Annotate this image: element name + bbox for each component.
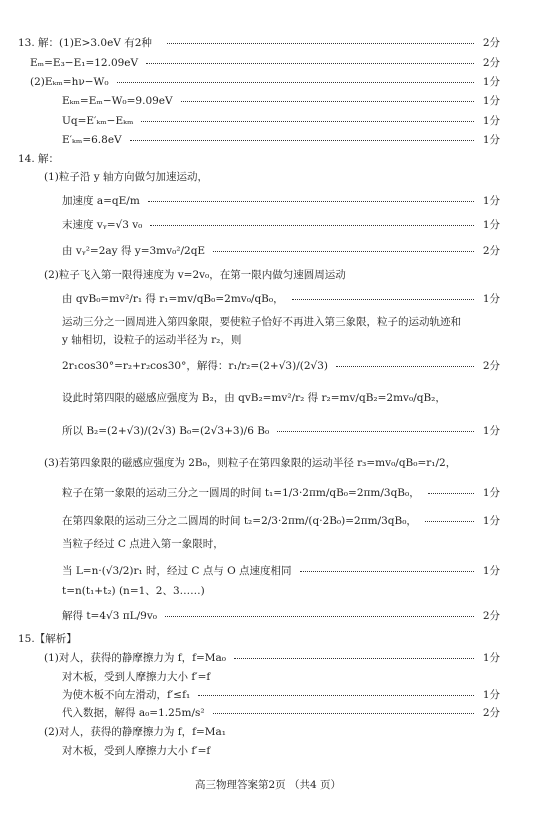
answer-line — [0, 290, 536, 308]
leader-dots — [292, 299, 474, 300]
leader-dots — [213, 251, 474, 252]
score-label: 1分 — [482, 515, 500, 527]
answer-line — [0, 607, 536, 625]
answer-text: Eₖₘ=Eₘ−W₀=9.09eV — [62, 95, 173, 107]
answer-line — [0, 192, 536, 210]
answer-text: Uq=E′ₖₘ−Eₖₘ — [62, 115, 134, 127]
answer-text: 在第四象限的运动三分之二圆周的时间 t₂=2/3·2πm/(q·2B₀)=2πm/3qB₀， — [62, 515, 417, 527]
leader-dots — [150, 225, 474, 226]
score-label: 2分 — [482, 37, 500, 49]
answer-text: 15.【解析】 — [18, 633, 77, 645]
answer-text: t=n(t₁+t₂) (n=1、2、3……) — [62, 585, 205, 597]
answer-line — [0, 582, 536, 600]
leader-dots — [300, 571, 474, 572]
score-label: 1分 — [482, 565, 500, 577]
leader-dots — [167, 43, 474, 44]
answer-text: 代入数据，解得 a₀=1.25m/s² — [62, 707, 205, 719]
score-label: 1分 — [482, 652, 500, 664]
answer-text: (3)若第四象限的磁感应强度为 2B₀，则粒子在第四象限的运动半径 r₃=mv₀/qB₀=r₁/2， — [44, 457, 457, 469]
answer-line — [0, 512, 536, 530]
answer-line — [0, 704, 536, 722]
answer-text: (2)粒子飞入第一限得速度为 v=2v₀，在第一限内做匀速圆周运动 — [44, 269, 346, 281]
answer-text: 设此时第四限的磁感应强度为 B₂，由 qvB₂=mv²/r₂ 得 r₂=mv/qB₂=2mv₀/qB₂， — [62, 392, 446, 404]
answer-text: 2r₁cos30°=r₂+r₂cos30°，解得：r₁/r₂=(2+√3)/(2√3) — [62, 360, 328, 372]
answer-line — [0, 686, 536, 704]
answer-text: y 轴相切，设粒子的运动半径为 r₂，则 — [62, 334, 242, 346]
leader-dots — [234, 658, 474, 659]
answer-line — [0, 422, 536, 440]
leader-dots — [141, 121, 474, 122]
score-label: 2分 — [482, 707, 500, 719]
leader-dots — [165, 616, 474, 617]
answer-line — [0, 266, 536, 284]
leader-dots — [117, 82, 474, 83]
answer-text: 由 qvB₀=mv²/r₁ 得 r₁=mv/qB₀=2mv₀/qB₀， — [62, 293, 284, 305]
score-label: 1分 — [482, 219, 500, 231]
score-label: 2分 — [482, 57, 500, 69]
answer-line — [0, 723, 536, 741]
answer-line — [0, 454, 536, 472]
leader-dots — [428, 493, 474, 494]
leader-dots — [336, 366, 474, 367]
answer-line — [0, 168, 536, 186]
leader-dots — [277, 431, 474, 432]
answer-line — [0, 742, 536, 760]
answer-text: Eₘ=E₃−E₁=12.09eV — [30, 57, 139, 69]
answer-text: 粒子在第一象限的运动三分之一圆周的时间 t₁=1/3·2πm/qB₀=2πm/3qB₀， — [62, 487, 420, 499]
answer-line — [0, 150, 536, 168]
score-label: 1分 — [482, 689, 500, 701]
answer-text: 为使木板不向左滑动，f′≤f₁ — [62, 689, 191, 701]
answer-text: (1)粒子沿 y 轴方向做匀加速运动， — [44, 171, 208, 183]
answer-text: 由 vᵧ²=2ay 得 y=3mv₀²/2qE — [62, 245, 206, 257]
answer-text: (1)对人，获得的静摩擦力为 f，f=Ma₀ — [44, 652, 227, 664]
answer-line — [0, 331, 536, 349]
leader-dots — [213, 713, 474, 714]
answer-line — [0, 216, 536, 234]
page-footer: 高三物理答案第2页 （共4 页） — [194, 779, 342, 791]
answer-text: 末速度 vᵧ=√3 v₀ — [62, 219, 143, 231]
score-label: 2分 — [482, 610, 500, 622]
answer-text: 运动三分之一圆周进入第四象限，要使粒子恰好不再进入第三象限，粒子的运动轨迹和 — [62, 316, 461, 328]
score-label: 2分 — [482, 245, 500, 257]
answer-text: (2)Eₖₘ=hν−W₀ — [30, 76, 109, 88]
score-label: 1分 — [482, 487, 500, 499]
answer-line — [0, 34, 536, 52]
leader-dots — [130, 140, 474, 141]
leader-dots — [198, 695, 474, 696]
score-label: 1分 — [482, 293, 500, 305]
answer-line — [0, 54, 536, 72]
leader-dots — [181, 101, 474, 102]
score-label: 1分 — [482, 134, 500, 146]
answer-line — [0, 668, 536, 686]
answer-text: 所以 B₂=(2+√3)/(2√3) B₀=(2√3+3)/6 B₀ — [62, 425, 270, 437]
answer-line — [0, 357, 536, 375]
leader-dots — [148, 201, 474, 202]
score-label: 2分 — [482, 360, 500, 372]
answer-line — [0, 112, 536, 130]
answer-text: 解得 t=4√3 πL/9v₀ — [62, 610, 157, 622]
answer-text: 当 L=n·(√3/2)r₁ 时，经过 C 点与 O 点速度相同 — [62, 565, 292, 577]
score-label: 1分 — [482, 95, 500, 107]
answer-text: (2)对人，获得的静摩擦力为 f，f=Ma₁ — [44, 726, 227, 738]
answer-line — [0, 242, 536, 260]
answer-text: 加速度 a=qE/m — [62, 195, 140, 207]
leader-dots — [425, 521, 474, 522]
answer-line — [0, 131, 536, 149]
score-label: 1分 — [482, 115, 500, 127]
score-label: 1分 — [482, 76, 500, 88]
answer-text: 对木板，受到人摩擦力大小 f′=f — [62, 671, 211, 683]
answer-line — [0, 562, 536, 580]
answer-line — [0, 484, 536, 502]
answer-line — [0, 389, 536, 407]
answer-line — [0, 313, 536, 331]
answer-line — [0, 73, 536, 91]
answer-text: 当粒子经过 C 点进入第一象限时， — [62, 538, 224, 550]
score-label: 1分 — [482, 425, 500, 437]
answer-line — [0, 92, 536, 110]
answer-text: E′ₖₘ=6.8eV — [62, 134, 122, 146]
answer-line — [0, 630, 536, 648]
score-label: 1分 — [482, 195, 500, 207]
answer-line — [0, 649, 536, 667]
leader-dots — [146, 63, 474, 64]
answer-text: 14. 解： — [18, 153, 60, 165]
answer-text: 13. 解：(1)E>3.0eV 有2种 — [18, 37, 152, 49]
answer-text: 对木板，受到人摩擦力大小 f′=f — [62, 745, 211, 757]
answer-line — [0, 535, 536, 553]
